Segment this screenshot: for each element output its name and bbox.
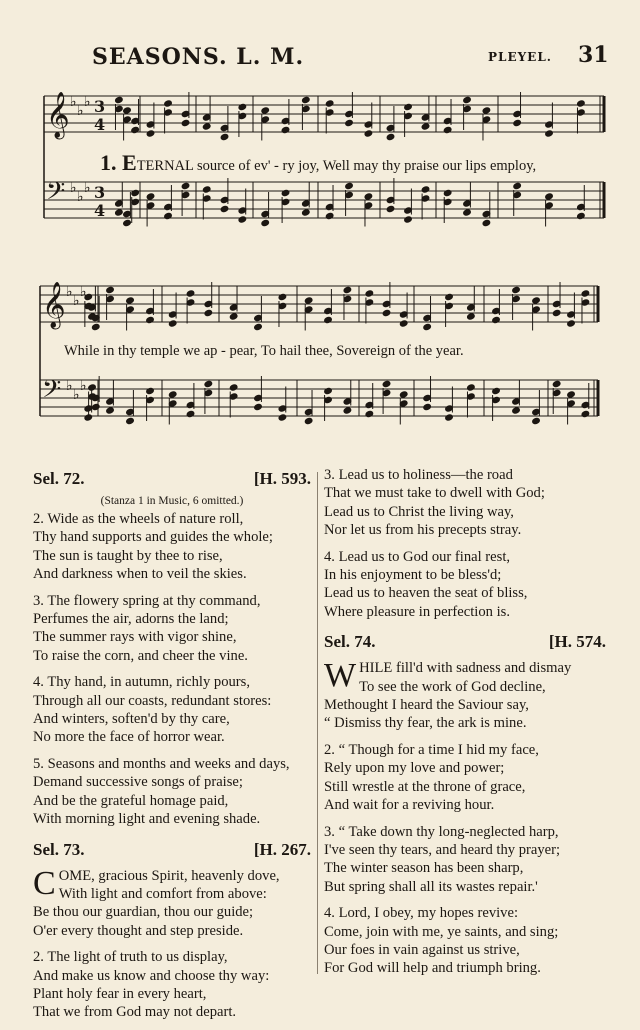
left-column	[33, 466, 311, 1030]
verse-line: Thy hand supports and guides the whole;	[33, 529, 273, 546]
sel-number: Sel. 72.	[33, 469, 85, 488]
verse-line: HILE fill'd with sadness and dismay	[359, 660, 572, 677]
verse-line: 4. Lord, I obey, my hopes revive:	[324, 905, 518, 922]
verse-line: Methought I heard the Saviour say,	[324, 697, 529, 714]
right-column	[324, 466, 606, 986]
stanza-note: (Stanza 1 in Music, 6 omitted.)	[100, 495, 244, 507]
lyric-line-1	[100, 150, 536, 176]
svg-text:♭: ♭	[80, 378, 87, 394]
sel-74-heading	[324, 629, 606, 655]
svg-text:♭: ♭	[77, 189, 84, 205]
verse-line: 4. Thy hand, in autumn, richly pours,	[33, 674, 250, 691]
svg-text:♭: ♭	[70, 94, 77, 110]
verse-line: Through all our coasts, redundant stores:	[33, 692, 272, 709]
verse	[33, 673, 311, 747]
svg-text:♭: ♭	[73, 387, 80, 403]
svg-text:𝄢: 𝄢	[42, 375, 62, 410]
verse-line: Perfumes the air, adorns the land;	[33, 611, 229, 628]
sel-73-heading	[33, 837, 311, 863]
column-divider	[317, 472, 318, 974]
verse-line: With light and comfort from above:	[58, 885, 267, 902]
verse-line: 2. The light of truth to us display,	[33, 949, 228, 966]
svg-text:3: 3	[94, 183, 106, 202]
verse-line: Still wrestle at the throne of grace,	[324, 778, 526, 795]
verse-line: Lead us to heaven the seat of bliss,	[324, 585, 528, 602]
verse-line: Rely upon my love and power;	[324, 760, 505, 777]
verse-line: The winter season has been sharp,	[324, 860, 524, 877]
verse-line: I've seen thy tears, and heard thy prayer;	[324, 841, 561, 858]
svg-text:♭: ♭	[70, 180, 77, 196]
verse-line: In his enjoyment to be bless'd;	[324, 567, 502, 584]
verse-line: For God will help and triumph bring.	[324, 960, 541, 977]
verse-line: Lead us to Christ the living way,	[324, 503, 514, 520]
verse	[324, 659, 606, 733]
verse-line: 3. The flowery spring at thy command,	[33, 592, 261, 609]
verse-line: Nor let us from his precepts stray.	[324, 522, 522, 539]
verse-line: OME, gracious Spirit, heavenly dove,	[58, 867, 280, 884]
verse-line: 5. Seasons and months and weeks and days,	[33, 755, 290, 772]
svg-text:4: 4	[94, 201, 106, 220]
hymn-reference: [H. 267.	[253, 839, 311, 859]
svg-text:♭: ♭	[77, 103, 84, 119]
verse-line: No more the face of horror wear.	[33, 729, 225, 746]
verse-line: 4. Lead us to God our final rest,	[324, 548, 511, 565]
verse-line: The sun is taught by thee to rise,	[33, 547, 223, 564]
drop-cap: C	[33, 864, 56, 902]
svg-text:3: 3	[94, 97, 106, 116]
verse-line: And darkness when to veil the skies.	[33, 566, 247, 583]
verse-line: But spring shall all its wastes repair.'	[324, 878, 538, 895]
verse-line: And be the grateful homage paid,	[33, 792, 229, 809]
verse	[324, 466, 606, 540]
verse	[33, 864, 311, 941]
page-number: 31	[578, 42, 609, 68]
svg-text:𝄞: 𝄞	[46, 92, 70, 138]
verse-line: And winters, soften'd by thy care,	[33, 711, 230, 728]
verse	[33, 510, 311, 584]
verse	[324, 548, 606, 622]
svg-text:♭: ♭	[66, 284, 73, 300]
verse	[33, 592, 311, 666]
verse-line: To raise the corn, and cheer the vine.	[33, 647, 248, 664]
svg-text:♭: ♭	[73, 293, 80, 309]
verse-line: The summer rays with vigor shine,	[33, 629, 237, 646]
verse-line: And make us know and choose thy way:	[33, 967, 270, 984]
hymn-reference: [H. 574.	[548, 632, 606, 652]
verse	[324, 823, 606, 897]
verse-line: 2. “ Though for a time I hid my face,	[324, 741, 539, 758]
verse-line: Where pleasure in perfection is.	[324, 603, 510, 620]
verse-line: O'er every thought and step preside.	[33, 922, 244, 939]
verse	[324, 741, 606, 815]
lyric-line-1-text: TERNAL source of ev' - ry joy, Well may thy praise our lips employ,	[136, 158, 537, 174]
verse-line: 3. Lead us to holiness—the road	[324, 467, 513, 483]
verse	[33, 755, 311, 829]
svg-text:𝄞: 𝄞	[42, 282, 66, 328]
verse-line: Plant holy fear in every heart,	[33, 985, 207, 1002]
verse-line: And wait for a reviving hour.	[324, 797, 495, 814]
sel-72-heading	[33, 466, 311, 492]
svg-text:4: 4	[94, 115, 106, 134]
verse-line: That we must take to dwell with God;	[324, 485, 545, 502]
verse-line: “ Dismiss thy fear, the ark is mine.	[324, 715, 527, 732]
verse-line: 3. “ Take down thy long-neglected harp,	[324, 823, 559, 840]
page-title: SEASONS. L. M.	[92, 44, 305, 70]
verse-line: With morning light and evening shade.	[33, 811, 261, 828]
verse-line: To see the work of God decline,	[359, 678, 546, 695]
svg-text:♭: ♭	[84, 94, 91, 110]
verse-line: That we from God may not depart.	[33, 1004, 237, 1021]
sel-number: Sel. 74.	[324, 632, 376, 652]
sel-number: Sel. 73.	[33, 839, 85, 859]
music-score	[0, 0, 640, 460]
verse	[324, 904, 606, 978]
verse-line: 2. Wide as the wheels of nature roll,	[33, 511, 244, 527]
verse-line: Be thou our guardian, thou our guide;	[33, 904, 254, 921]
verse-line: Come, join with me, ye saints, and sing;	[324, 923, 559, 940]
svg-text:♭: ♭	[84, 180, 91, 196]
verse	[33, 948, 311, 1022]
lyric-line-2: While in thy temple we ap - pear, To hail thee, Sovereign of the year.	[64, 343, 464, 359]
drop-cap: W	[324, 657, 357, 695]
svg-text:𝄢: 𝄢	[46, 177, 66, 212]
verse-line: Demand successive songs of praise;	[33, 774, 243, 791]
lyric-initial: 1. E	[100, 150, 137, 175]
verse-line: Our foes in vain against us strive,	[324, 941, 520, 958]
svg-text:♭: ♭	[80, 284, 87, 300]
composer-name: PLEYEL.	[488, 50, 552, 64]
hymn-reference: [H. 593.	[253, 469, 311, 488]
svg-text:♭: ♭	[66, 378, 73, 394]
